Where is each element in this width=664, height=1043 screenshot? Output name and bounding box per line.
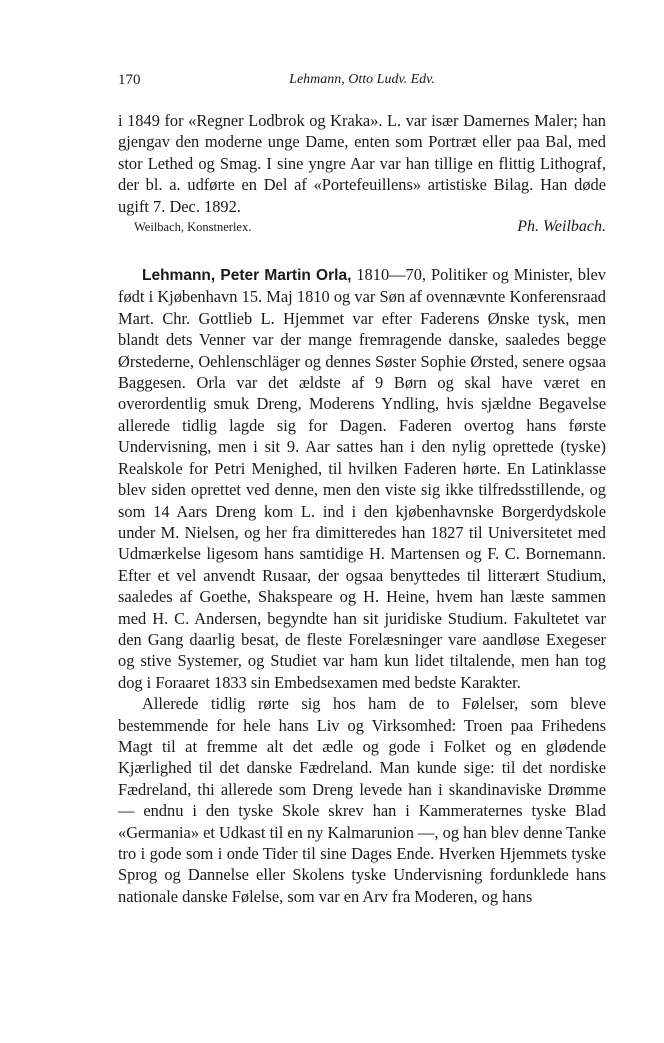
article-paragraph-1 xyxy=(118,264,606,693)
article-paragraph-2: Allerede tidlig rørte sig hos ham de to Følelser, som bleve bestemmende for hele hans Liv og Virksomhed: Troen paa Frihedens Magt til at fremme alt det ædle og gode i Folket og en glødende Kjærlighed til det danske Fædreland. Man kunde sige: til det nordiske Fædreland, thi allerede som Dreng levede han i skandinaviske Drømme — endnu i den tyske Skole skrev han i Kammeraternes tyske Blad «Germania» et Udkast til en ny Kalmarunion —, og han blev denne Tanke tro i gode som i onde Tider til sine Dages Ende. Hverken Hjemmets tyske Sprog og Dannelse eller Skolens tyske Undervisning fordunklede hans nationale danske Følelse, som var en Arv fra Moderen, og hans xyxy=(118,694,606,906)
previous-entry-text: i 1849 for «Regner Lodbrok og Kraka». L. var især Damernes Maler; han gjengav den moderne unge Dame, enten som Portræt eller paa Bal, med stor Lethed og Smag. I sine yngre Aar var han tillige en flittig Lithograf, der bl. a. udførte en Del af «Portefeuillens» artistiske Bilag. Han døde ugift 7. Dec. 1892. xyxy=(118,111,606,216)
page-number: 170 xyxy=(118,72,141,88)
running-title: Lehmann, Otto Ludv. Edv. xyxy=(289,72,435,87)
author-signature: Ph. Weilbach. xyxy=(517,218,606,236)
running-header xyxy=(118,72,606,96)
document-page xyxy=(118,72,606,907)
source-line xyxy=(118,218,606,240)
entry-headword: Lehmann, Peter Martin Orla, xyxy=(142,267,352,285)
paragraph-1-text: 1810—70, Politiker og Minister, blev født i Kjøbenhavn 15. Maj 1810 og var Søn af ovennævnte Konferensraad Mart. Chr. Gottlieb L. Hjemmet var efter Faderens Ønske tysk, men blandt dets Venner var der mange fremragende danske, saaledes begge Ørstederne, Oehlenschläger og dennes Søster Sophie Ørsted, senere ogsaa Baggesen. Orla var det ældste af 9 Børn og skal have været en overordentlig smuk Dreng, Moderens Yndling, hvis sjældne Begavelse allerede tidlig lagde sig for Dagen. Faderen overtog hans første Undervisning, men i sit 9. Aar sattes han i den nylig oprettede (tyske) Realskole for Petri Menighed, til hvilken Faderen hørte. En Latinklasse blev siden oprettet ved denne, men den viste sig ikke tilfredsstillende, og som 14 Aars Dreng kom L. ind i den kjøbenhavnske Borgerdydskole under M. Nielsen, og her fra dimitteredes han 1827 til Universitetet med Udmærkelse ligesom hans samtidige H. Martensen og F. C. Bornemann. Efter et vel anvendt Rusaar, der ogsaa benyttedes til litterært Studium, saaledes af Goethe, Shakspeare og H. Heine, hvem han læste sammen med H. C. Andersen, begyndte han sit juridiske Studium. Fakultetet var den Gang daarlig besat, de fleste Forelæsninger vare aandløse Exegeser og stive Systemer, og Studiet var ham kun lidet tiltalende, men han tog dog i Foraaret 1833 sin Embedsexamen med bedste Karakter. xyxy=(118,265,606,692)
biography-article xyxy=(118,264,606,907)
source-reference: Weilbach, Konstnerlex. xyxy=(134,220,252,235)
